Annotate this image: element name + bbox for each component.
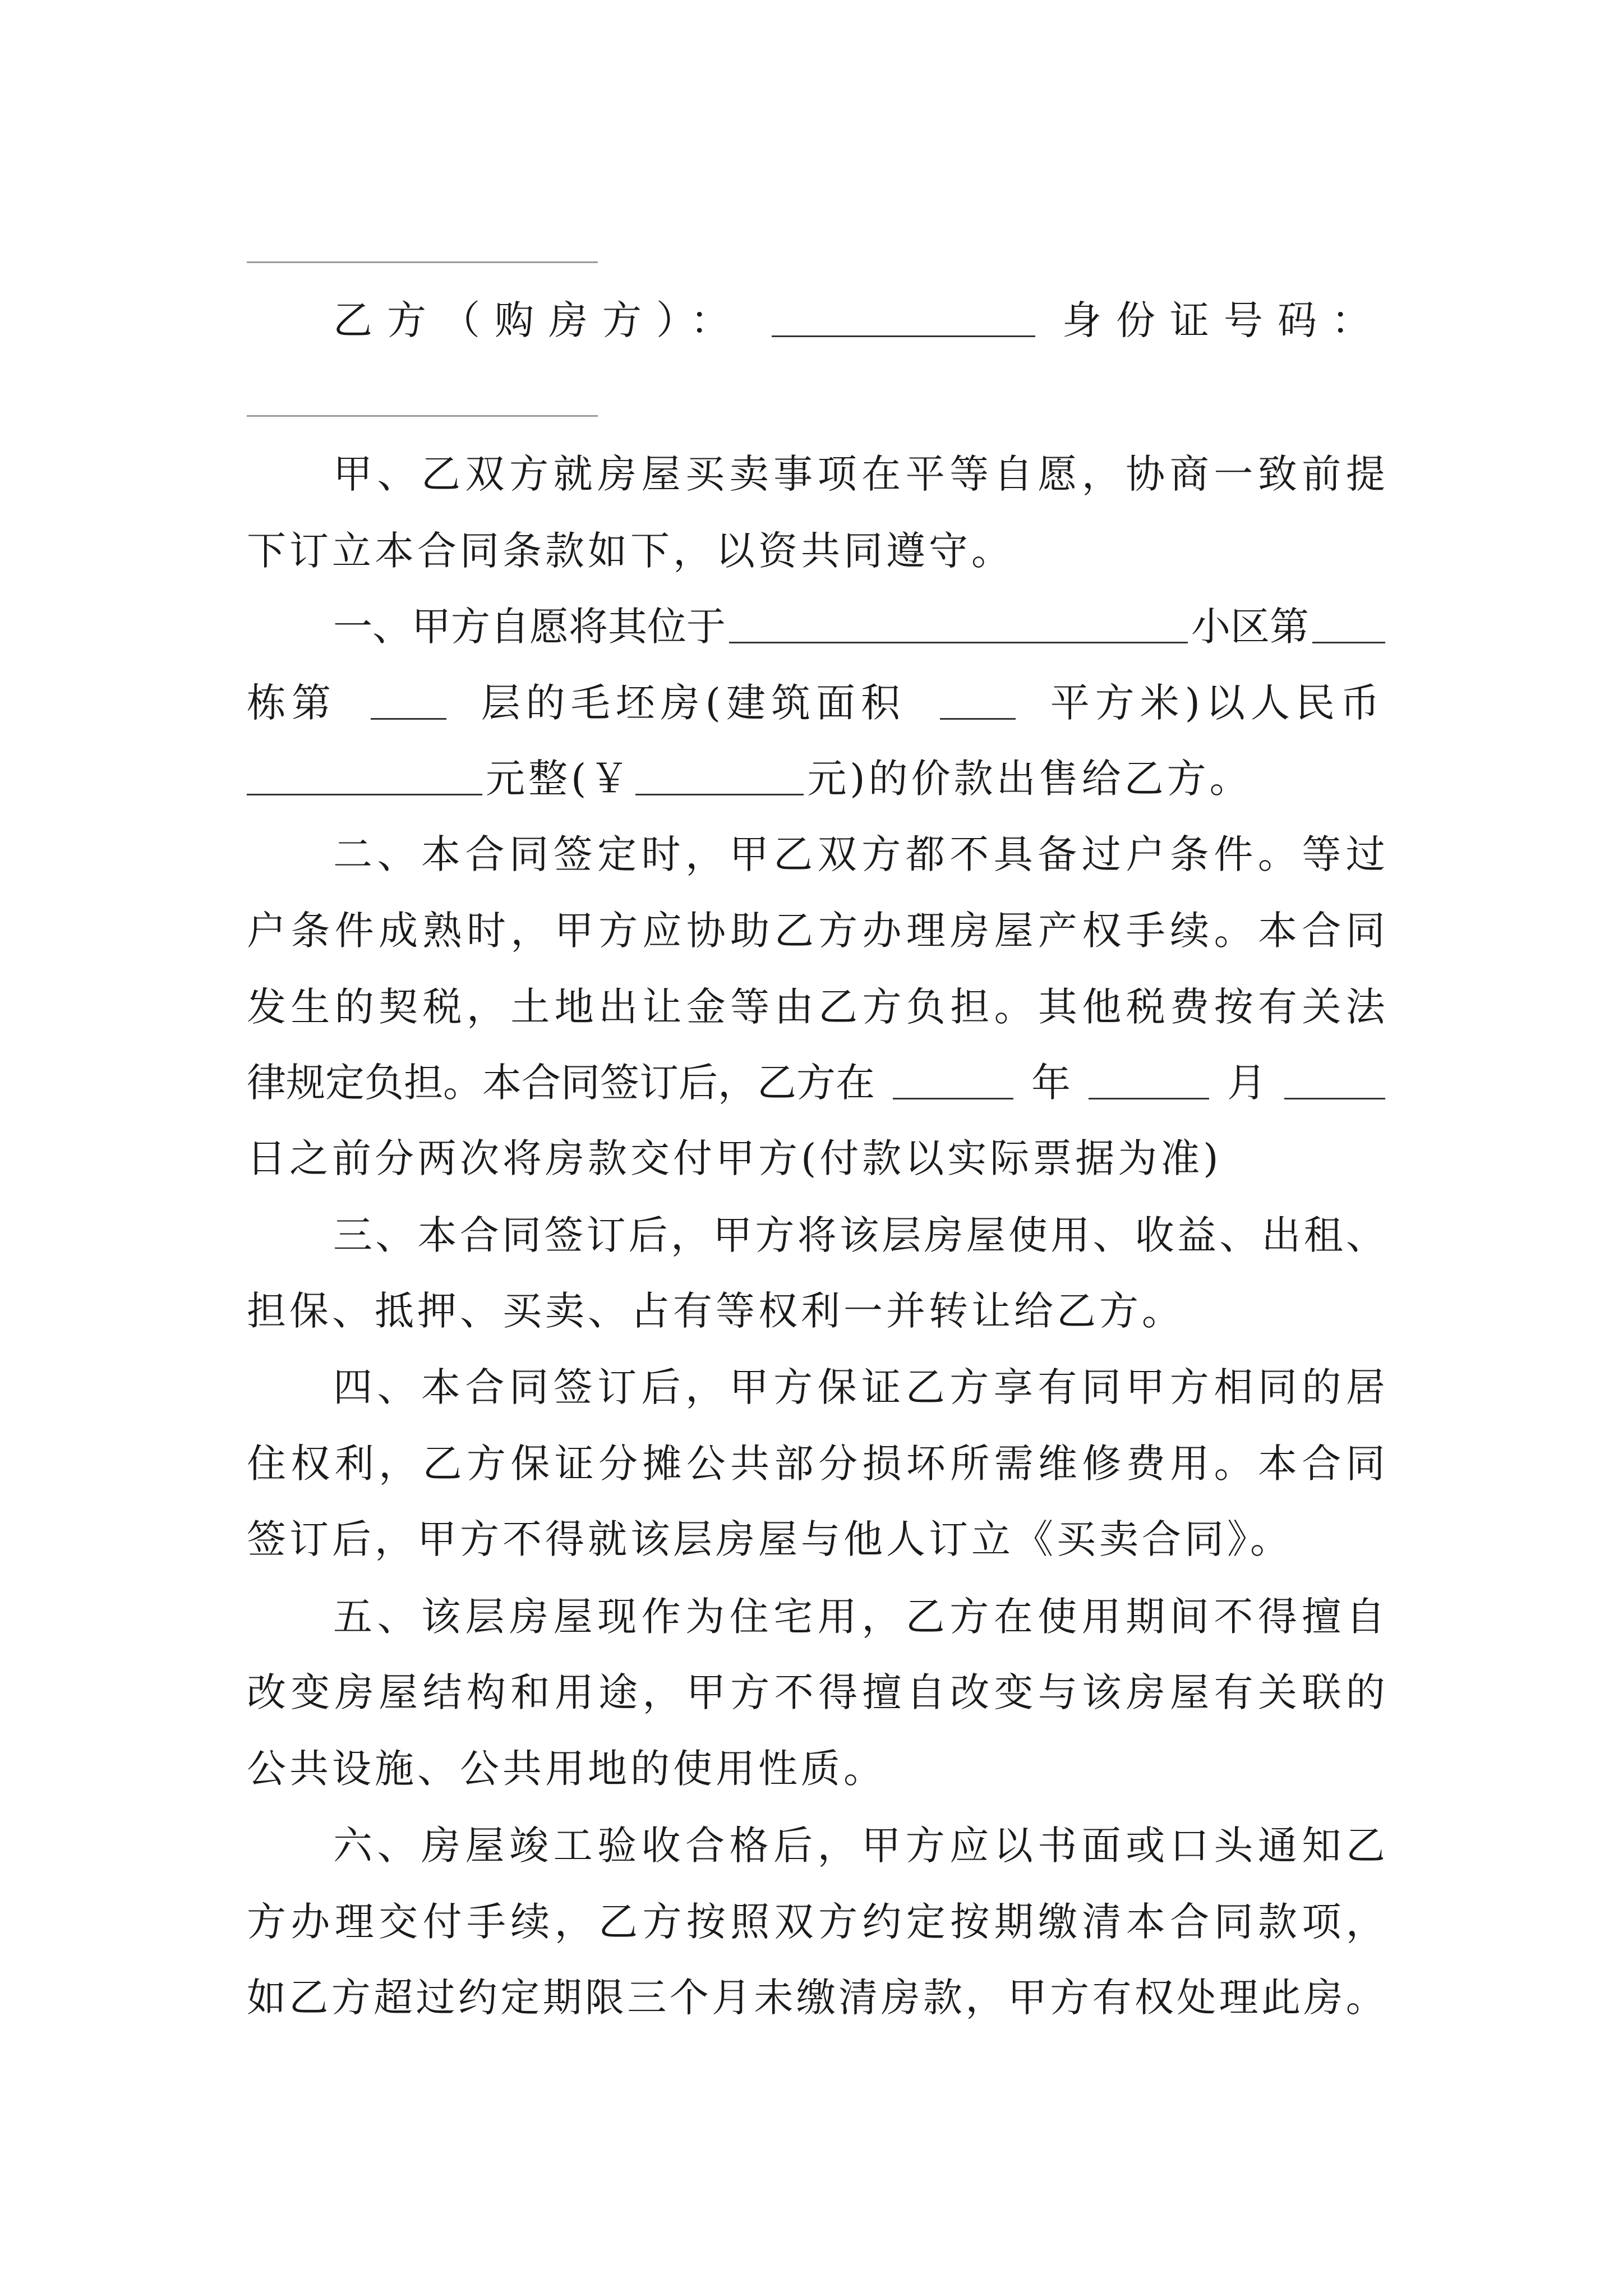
clause-1-text-g: 元)的价款出售给乙方。 [807,756,1252,802]
clause-3-line-1: 三 、 本 合 同 签 订 后 ， 甲 方 将 该 层 房 屋 使 用 、 收 益 、 出 租 、 [333,1212,1385,1258]
clause-4-line-3: 签订后，甲方不得就该层房屋与他人订立《买卖合同》。 [247,1516,1293,1562]
clause-2-text-4b: 年 [1031,1060,1071,1106]
preamble-line-1: 甲 、 乙 双 方 就 房 屋 买 卖 事 项 在 平 等 自 愿 ， 协 商 一 致 前 提 [333,451,1385,497]
clause-1-text-d: 层的毛坯房(建筑面积 [481,680,906,726]
id-number-rule [247,415,598,417]
clause-1-text-f: 元整(￥ [486,756,633,802]
top-rule [247,261,598,263]
clause-4-line-2: 住 权 利 ， 乙 方 保 证 分 摊 公 共 部 分 损 坏 所 需 维 修 费 用 。 本 合 同 [247,1441,1385,1487]
price-figures-blank[interactable] [635,760,804,795]
party-b-line [333,295,1385,346]
month-blank[interactable] [1089,1064,1209,1099]
clause-6-line-1: 六 、 房 屋 竣 工 验 收 合 格 后 ， 甲 方 应 以 书 面 或 口 头 通 知 乙 [333,1823,1385,1869]
clause-3-line-2: 担保、抵押、买卖、占有等权利一并转让给乙方。 [247,1288,1184,1334]
clause-5-line-3: 公共设施、公共用地的使用性质。 [247,1746,886,1792]
party-b-name-blank[interactable] [772,302,1035,337]
party-b-id-label: 身份证号码： [1062,297,1385,343]
preamble-line-2: 下订立本合同条款如下，以资共同遵守。 [247,528,1014,574]
clause-1-line-2 [247,678,1385,728]
clause-2-line-5: 日之前分两次将房款交付甲方(付款以实际票据为准) [247,1135,1222,1181]
clause-1-text-c: 栋第 [247,680,336,726]
clause-4-line-1: 四 、 本 合 同 签 订 后 ， 甲 方 保 证 乙 方 享 有 同 甲 方 相 同 的 居 [333,1364,1385,1410]
clause-6-line-2: 方 办 理 交 付 手 续 ， 乙 方 按 照 双 方 约 定 按 期 缴 清 本 合 同 款 项 ， [247,1899,1385,1945]
clause-5-line-1: 五 、 该 层 房 屋 现 作 为 住 宅 用 ， 乙 方 在 使 用 期 间 不 得 擅 自 [333,1594,1385,1640]
area-blank[interactable] [940,684,1016,720]
clause-1-line-1 [333,601,1385,652]
clause-2-text-4a: 律规定负担。本合同签订后，乙方在 [247,1060,875,1106]
clause-2-line-1: 二 、 本 合 同 签 定 时 ， 甲 乙 双 方 都 不 具 备 过 户 条 件 。 等 过 [333,831,1385,877]
party-b-label: 乙方（购房方）： [333,297,744,343]
clause-2-line-4 [247,1057,1385,1108]
clause-2-text-4c: 月 [1227,1060,1266,1106]
clause-5-line-2: 改 变 房 屋 结 构 和 用 途 ， 甲 方 不 得 擅 自 改 变 与 该 房 屋 有 关 联 的 [247,1669,1385,1715]
price-words-blank[interactable] [247,760,482,795]
clause-2-line-3: 发 生 的 契 税 ， 土 地 出 让 金 等 由 乙 方 负 担 。 其 他 税 费 按 有 关 法 [247,984,1385,1030]
location-blank[interactable] [729,608,1188,643]
floor-number-blank[interactable] [371,684,446,720]
clause-1-text-e: 平方米)以人民币 [1050,680,1385,726]
year-blank[interactable] [893,1064,1013,1099]
clause-1-line-3 [247,753,1385,804]
clause-1-text-a: 一、甲方自愿将其位于 [333,604,726,650]
clause-2-line-2: 户 条 件 成 熟 时 ， 甲 方 应 协 助 乙 方 办 理 房 屋 产 权 手 续 。 本 合 同 [247,908,1385,954]
clause-6-line-3: 如 乙 方 超 过 约 定 期 限 三 个 月 未 缴 清 房 款 ， 甲 方 有 权 处 理 此 房 。 [247,1975,1385,2021]
day-blank[interactable] [1284,1064,1385,1099]
clause-1-text-b: 小区第 [1191,604,1309,650]
building-number-blank[interactable] [1312,608,1385,643]
